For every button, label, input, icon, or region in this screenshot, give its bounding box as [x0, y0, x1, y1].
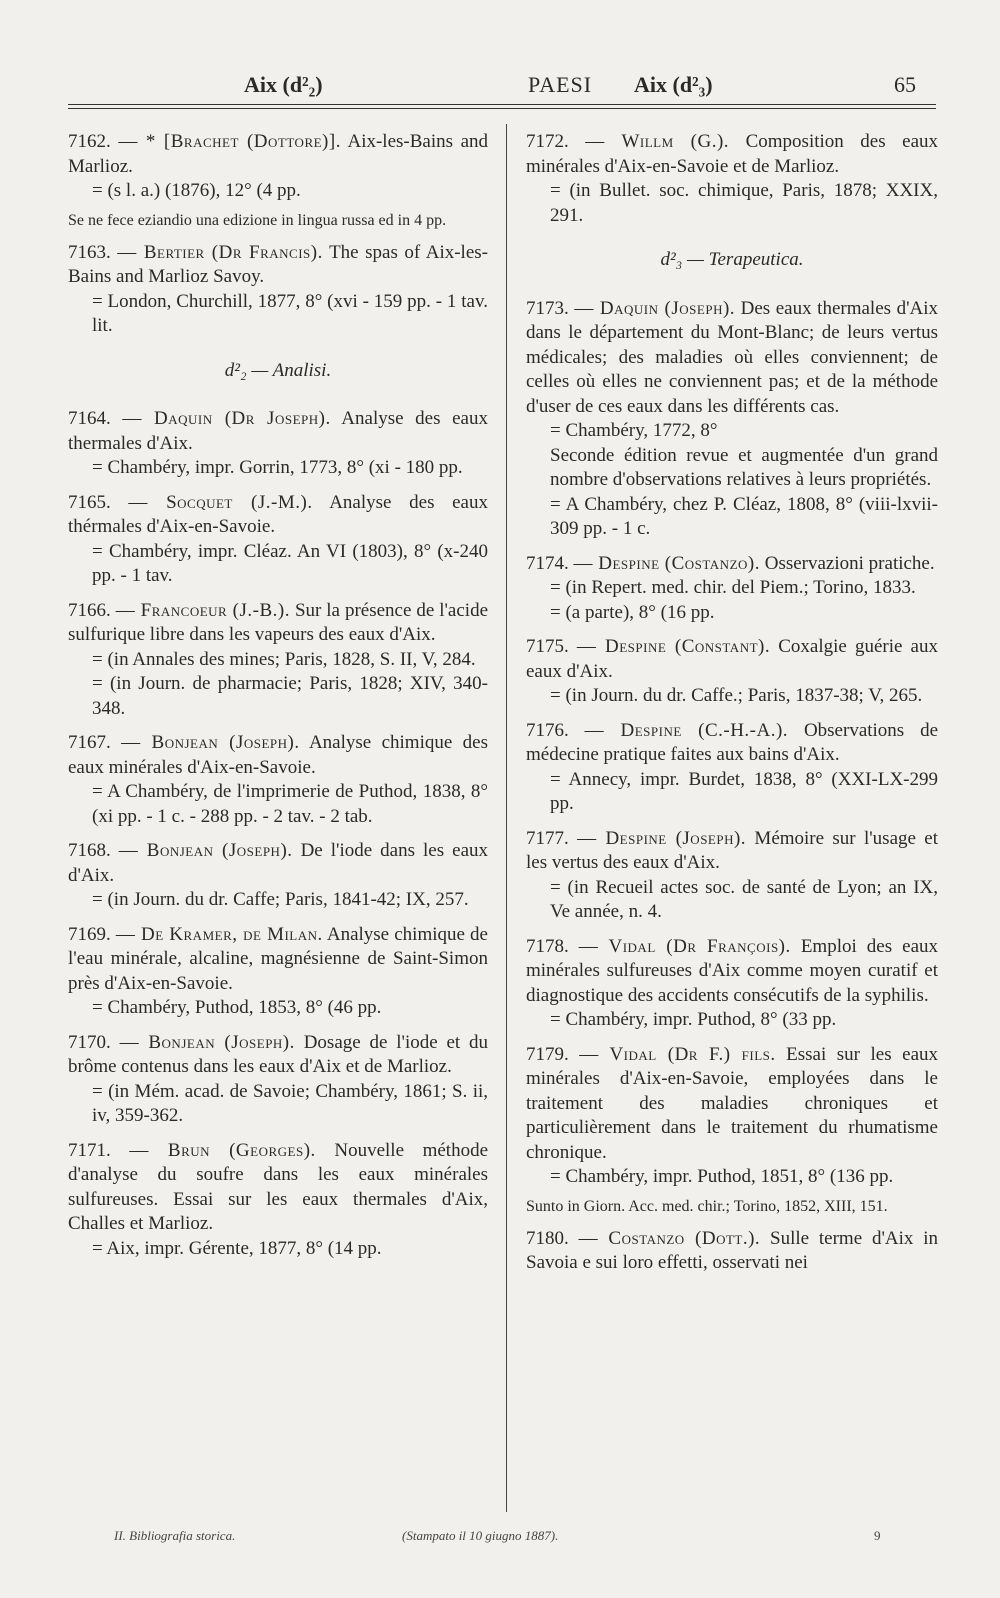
- entry-7169: 7169. — De Kramer, de Milan. Analyse chimique de l'eau minérale, alcaline, magnésienne de Saint-Simon près d'Aix-en-Savoie. = Chambéry, Puthod, 1853, 8° (46 pp.: [68, 923, 488, 1018]
- right-column: [526, 130, 938, 1286]
- footer-left: II. Bibliografia storica.: [114, 1528, 236, 1543]
- entry-7168: 7168. — Bonjean (Joseph). De l'iode dans les eaux d'Aix. = (in Journ. du dr. Caffe; Paris, 1841-42; IX, 257.: [68, 840, 489, 910]
- note-7162: Se ne fece eziandio una edizione in lingua russa ed in 4 pp.: [68, 211, 447, 229]
- footer-center: (Stampato il 10 giugno 1887).: [402, 1528, 559, 1543]
- entry-7179: 7179. — Vidal (Dr F.) fils. Essai sur les eaux minérales d'Aix-en-Savoie, employées dans le traitement des maladies chroniques et particulièrement dans le traitement du rhumatisme chronique. = Chambéry, impr. Puthod, 1851, 8° (136 pp.: [526, 1043, 939, 1187]
- entry-7178: 7178. — Vidal (Dr François). Emploi des eaux minérales sulfureuses d'Aix comme moyen curatif et diagnostique des accidents consécutifs de la syphilis. = Chambéry, impr. Puthod, 8° (33 pp.: [526, 935, 939, 1030]
- section-heading-analisi: d²₂ — Analisi.: [224, 359, 332, 381]
- entry-7171: 7171. — Brun (Georges). Nouvelle méthode d'analyse du soufre dans les eaux minérales sulfureuses. Essai sur les eaux thermales d'Aix, Challes et Marlioz. = Aix, impr. Gérente, 1877, 8° (14 pp.: [68, 1139, 489, 1259]
- entry-7180: 7180. — Costanzo (Dott.). Sulle terme d'Aix in Savoia e sui loro effetti, osservati nei: [526, 1227, 938, 1273]
- entry-7175: 7175. — Despine (Constant). Coxalgie guérie aux eaux d'Aix. = (in Journ. du dr. Caffe.; Paris, 1837-38; V, 265.: [526, 636, 938, 706]
- column-divider: [506, 124, 507, 1512]
- entry-7173: 7173. — Daquin (Joseph). Des eaux thermales d'Aix dans le département du Mont-Blanc; de leurs vertus médicales; des maladies où elles conviennent; de celles où elles ne conviennent pas; et de la méthode d'user de ces eaux dans les différents cas. = Chambéry, 1772, 8° Seconde édition revue et augmentée d'un grand nombre d'observations relatives à leurs propriétés. = A Chambéry, chez P. Cléaz, 1808, 8° (viii-lxvii-309 pp. - 1 c.: [526, 297, 939, 539]
- entry-7172: 7172. — Willm (G.). Composition des eaux minérales d'Aix-en-Savoie et de Marlioz. = (in Bullet. soc. chimique, Paris, 1878; XXIX, 291.: [526, 131, 939, 226]
- header-left: Aix (d²₂): [244, 72, 323, 97]
- header-rule-double: [68, 108, 936, 109]
- entry-7170: 7170. — Bonjean (Joseph). Dosage de l'iode et du brôme contenus dans les eaux d'Aix et de Marlioz. = (in Mém. acad. de Savoie; Chambéry, 1861; S. ii, iv, 359-362.: [68, 1031, 488, 1126]
- entry-7162: 7162. — * [Brachet (Dottore)]. Aix-les-Bains and Marlioz. = (s l. a.) (1876), 12° (4 pp.: [68, 131, 489, 201]
- entry-7176: 7176. — Despine (C.-H.-A.). Observations de médecine pratique faites aux bains d'Aix. = Annecy, impr. Burdet, 1838, 8° (XXI-LX-299 pp.: [526, 719, 938, 814]
- page-number: 65: [894, 72, 916, 97]
- left-column: [68, 130, 488, 1271]
- header-rule: [68, 104, 936, 105]
- entry-7174: 7174. — Despine (Costanzo). Osservazioni pratiche. = (in Repert. med. chir. del Piem.; Torino, 1833. = (a parte), 8° (16 pp.: [526, 552, 935, 623]
- entry-7166: 7166. — Francoeur (J.-B.). Sur la présence de l'acide sulfurique libre dans les vapeurs des eaux d'Aix. = (in Annales des mines; Paris, 1828, S. II, V, 284. = (in Journ. de pharmacie; Paris, 1828; XIV, 340-348.: [68, 599, 489, 719]
- entry-7165: 7165. — Socquet (J.-M.). Analyse des eaux thérmales d'Aix-en-Savoie. = Chambéry, impr. Cléaz. An VI (1803), 8° (x-240 pp. - 1 tav.: [68, 491, 488, 586]
- section-heading-terapeutica: d²₃ — Terapeutica.: [660, 249, 804, 270]
- note-7179: Sunto in Giorn. Acc. med. chir.; Torino, 1852, XIII, 151.: [526, 1197, 888, 1215]
- header-right: Aix (d²₃): [634, 72, 713, 97]
- footer-signature-mark: 9: [874, 1528, 881, 1543]
- entry-7167: 7167. — Bonjean (Joseph). Analyse chimique des eaux minérales d'Aix-en-Savoie. = A Chambéry, de l'imprimerie de Puthod, 1838, 8° (xi pp. - 1 c. - 288 pp. - 2 tav. - 2 tab.: [68, 732, 489, 827]
- running-header: [68, 62, 936, 98]
- entry-7164: 7164. — Daquin (Dr Joseph). Analyse des eaux thermales d'Aix. = Chambéry, impr. Gorrin, 1773, 8° (xi - 180 pp.: [68, 408, 488, 478]
- entry-7177: 7177. — Despine (Joseph). Mémoire sur l'usage et les vertus des eaux d'Aix. = (in Recueil actes soc. de santé de Lyon; an IX, Ve année, n. 4.: [526, 827, 939, 922]
- header-center: PAESI: [528, 72, 593, 97]
- entry-7163: 7163. — Bertier (Dr Francis). The spas of Aix-les-Bains and Marlioz Savoy. = London, Churchill, 1877, 8° (xvi - 159 pp. - 1 tav. lit.: [68, 241, 488, 336]
